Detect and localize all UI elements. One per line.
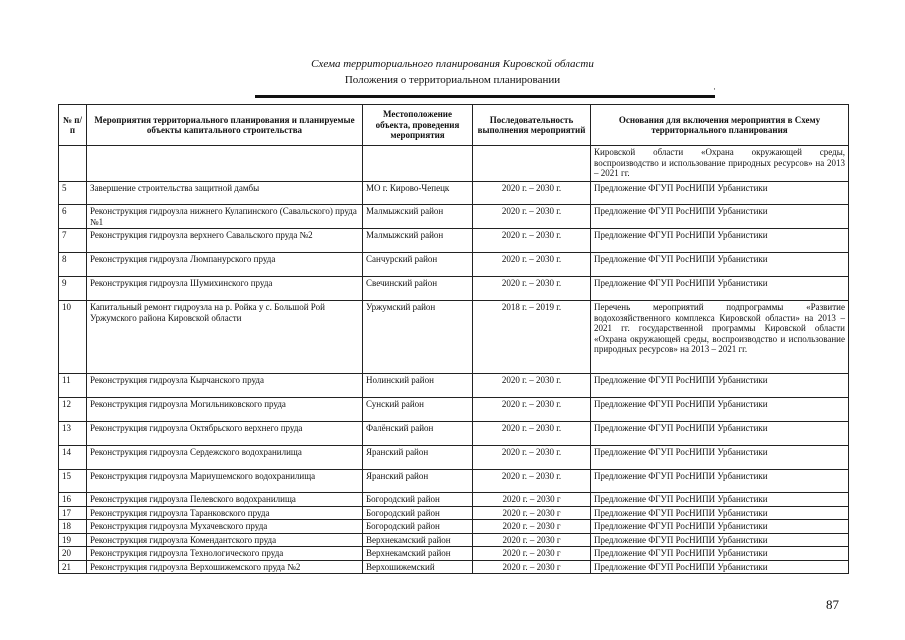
row-basis: Предложение ФГУП РосНИПИ Урбанистики: [591, 374, 849, 398]
row-number: 9: [59, 277, 87, 301]
row-event: Реконструкция гидроузла Верхошижемского пруда №2: [87, 560, 363, 574]
row-location: Яранский район: [363, 470, 473, 493]
row-location: Фалёнский район: [363, 422, 473, 446]
row-basis: Предложение ФГУП РосНИПИ Урбанистики: [591, 533, 849, 547]
table-row: [59, 374, 849, 398]
continuation-basis: Кировской области «Охрана окружающей среды, воспроизводство и использование природных ресурсов» на 2013 – 2021 гг.: [591, 146, 849, 182]
document-title: Схема территориального планирования Кировской области: [311, 58, 594, 70]
table-row: [59, 182, 849, 205]
row-location: Малмыжский район: [363, 205, 473, 229]
table-row: [59, 277, 849, 301]
row-event: Реконструкция гидроузла верхнего Савальского пруда №2: [87, 229, 363, 253]
header-event: Мероприятия территориального планирования и планируемые объекты капитального строительства: [87, 105, 363, 146]
table-row: [59, 520, 849, 534]
row-location: Верхнекамский район: [363, 547, 473, 561]
row-period: 2020 г. – 2030 г.: [473, 182, 591, 205]
row-basis: Предложение ФГУП РосНИПИ Урбанистики: [591, 560, 849, 574]
row-basis: Предложение ФГУП РосНИПИ Урбанистики: [591, 547, 849, 561]
row-period: 2020 г. – 2030 г.: [473, 398, 591, 422]
row-number: 6: [59, 205, 87, 229]
table-row: [59, 547, 849, 561]
row-event: Реконструкция гидроузла Люмпанурского пруда: [87, 253, 363, 277]
row-period: 2020 г. – 2030 г.: [473, 253, 591, 277]
row-period: 2020 г. – 2030 г: [473, 533, 591, 547]
row-location: Сунский район: [363, 398, 473, 422]
table-row: [59, 398, 849, 422]
row-number: 14: [59, 446, 87, 470]
table-row: [59, 446, 849, 470]
row-period: 2020 г. – 2030 г: [473, 560, 591, 574]
row-event: Реконструкция гидроузла Могильниковского пруда: [87, 398, 363, 422]
row-event: Капитальный ремонт гидроузла на р. Ройка у с. Большой Рой Уржумского района Кировской области: [87, 301, 363, 374]
row-event: Реконструкция гидроузла Мухачевского пруда: [87, 520, 363, 534]
row-event: Реконструкция гидроузла Комендантского пруда: [87, 533, 363, 547]
row-location: Яранский район: [363, 446, 473, 470]
row-basis: Предложение ФГУП РосНИПИ Урбанистики: [591, 493, 849, 507]
row-number: 12: [59, 398, 87, 422]
continuation-row: [59, 146, 849, 182]
row-location: Санчурский район: [363, 253, 473, 277]
row-location: Верхошижемский: [363, 560, 473, 574]
document-subtitle: Положения о территориальном планировании: [344, 74, 561, 86]
row-number: 18: [59, 520, 87, 534]
table-row: [59, 422, 849, 446]
events-table: [58, 104, 849, 574]
row-number: 21: [59, 560, 87, 574]
row-basis: Предложение ФГУП РосНИПИ Урбанистики: [591, 182, 849, 205]
row-event: Реконструкция гидроузла Шумихинского пруда: [87, 277, 363, 301]
header-location: Местоположение объекта, проведения мероприятия: [363, 105, 473, 146]
row-number: 13: [59, 422, 87, 446]
row-event: Реконструкция гидроузла Мариушемского водохранилища: [87, 470, 363, 493]
row-period: 2020 г. – 2030 г.: [473, 470, 591, 493]
row-event: Завершение строительства защитной дамбы: [87, 182, 363, 205]
row-number: 20: [59, 547, 87, 561]
row-number: 16: [59, 493, 87, 507]
row-number: 8: [59, 253, 87, 277]
row-location: Малмыжский район: [363, 229, 473, 253]
row-basis: Предложение ФГУП РосНИПИ Урбанистики: [591, 277, 849, 301]
row-basis: Предложение ФГУП РосНИПИ Урбанистики: [591, 205, 849, 229]
table-row: [59, 560, 849, 574]
row-period: 2020 г. – 2030 г: [473, 547, 591, 561]
table-row: [59, 301, 849, 374]
row-number: 17: [59, 506, 87, 520]
row-period: 2020 г. – 2030 г.: [473, 277, 591, 301]
table-row: [59, 506, 849, 520]
row-event: Реконструкция гидроузла Кырчанского пруда: [87, 374, 363, 398]
row-period: 2020 г. – 2030 г.: [473, 446, 591, 470]
row-number: 7: [59, 229, 87, 253]
row-basis: Предложение ФГУП РосНИПИ Урбанистики: [591, 422, 849, 446]
row-period: 2020 г. – 2030 г.: [473, 374, 591, 398]
table-row: [59, 533, 849, 547]
row-location: Нолинский район: [363, 374, 473, 398]
row-location: МО г. Кирово-Чепецк: [363, 182, 473, 205]
row-location: Верхнекамский район: [363, 533, 473, 547]
table-row: [59, 205, 849, 229]
table-row: [59, 470, 849, 493]
row-number: 10: [59, 301, 87, 374]
row-basis: Предложение ФГУП РосНИПИ Урбанистики: [591, 446, 849, 470]
stray-mark: ·: [713, 84, 716, 94]
row-period: 2020 г. – 2030 г.: [473, 422, 591, 446]
row-event: Реконструкция гидроузла нижнего Кулапинского (Савальского) пруда №1: [87, 205, 363, 229]
row-period: 2020 г. – 2030 г: [473, 493, 591, 507]
row-number: 11: [59, 374, 87, 398]
row-event: Реконструкция гидроузла Октябрьского верхнего пруда: [87, 422, 363, 446]
row-event: Реконструкция гидроузла Технологического пруда: [87, 547, 363, 561]
row-basis: Предложение ФГУП РосНИПИ Урбанистики: [591, 398, 849, 422]
row-location: Свечинский район: [363, 277, 473, 301]
header-rule: [255, 95, 715, 98]
page-number: 87: [826, 597, 839, 612]
row-event: Реконструкция гидроузла Сердежского водохранилища: [87, 446, 363, 470]
row-period: 2020 г. – 2030 г: [473, 520, 591, 534]
header-basis: Основания для включения мероприятия в Схему территориального планирования: [591, 105, 849, 146]
table-row: [59, 253, 849, 277]
row-basis: Предложение ФГУП РосНИПИ Урбанистики: [591, 253, 849, 277]
row-basis: Перечень мероприятий подпрограммы «Развитие водохозяйственного комплекса Кировской области» на 2013 – 2021 гг. государственной программы Кировской области «Охрана окружающей среды, воспроизводство и использование природных ресурсов» на 2013 – 2021 гг.: [591, 301, 849, 374]
row-location: Богородский район: [363, 493, 473, 507]
table-row: [59, 229, 849, 253]
row-number: 5: [59, 182, 87, 205]
row-event: Реконструкция гидроузла Пелевского водохранилища: [87, 493, 363, 507]
table-header-row: [59, 105, 849, 146]
header-period: Последовательность выполнения мероприятий: [473, 105, 591, 146]
table-row: [59, 493, 849, 507]
row-number: 15: [59, 470, 87, 493]
row-period: 2020 г. – 2030 г: [473, 506, 591, 520]
row-period: 2020 г. – 2030 г.: [473, 205, 591, 229]
row-number: 19: [59, 533, 87, 547]
row-event: Реконструкция гидроузла Таранковского пруда: [87, 506, 363, 520]
row-basis: Предложение ФГУП РосНИПИ Урбанистики: [591, 520, 849, 534]
row-period: 2020 г. – 2030 г.: [473, 229, 591, 253]
row-basis: Предложение ФГУП РосНИПИ Урбанистики: [591, 470, 849, 493]
header-number: № п/п: [59, 105, 87, 146]
row-basis: Предложение ФГУП РосНИПИ Урбанистики: [591, 506, 849, 520]
row-period: 2018 г. – 2019 г.: [473, 301, 591, 374]
row-basis: Предложение ФГУП РосНИПИ Урбанистики: [591, 229, 849, 253]
row-location: Уржумский район: [363, 301, 473, 374]
row-location: Богородский район: [363, 506, 473, 520]
row-location: Богородский район: [363, 520, 473, 534]
